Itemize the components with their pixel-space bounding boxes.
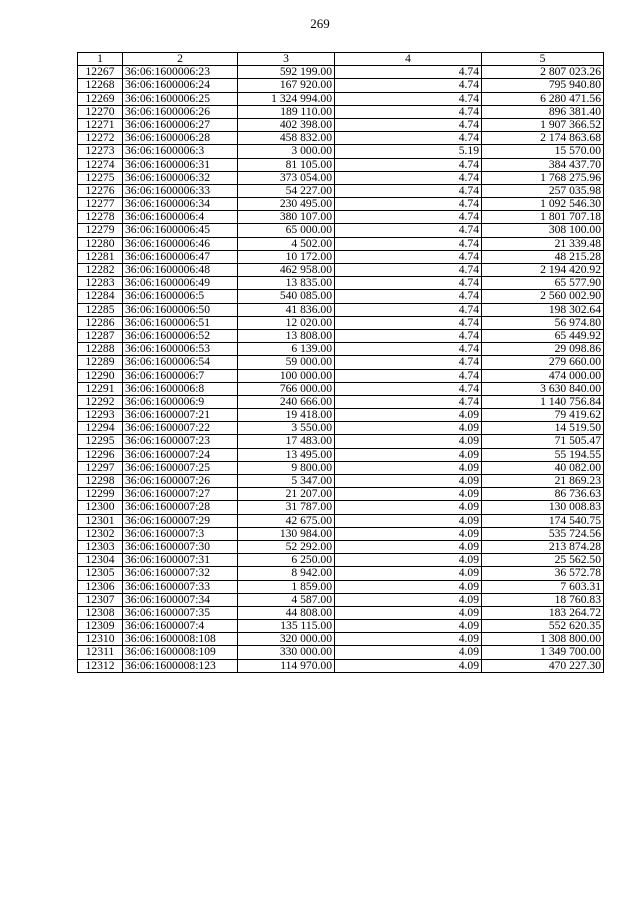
row-number-cell: 12302: [78, 527, 123, 540]
area-cell: 1 859.00: [238, 580, 335, 593]
row-number-cell: 12307: [78, 593, 123, 606]
rate-cell: 4.09: [335, 422, 482, 435]
row-number-cell: 12275: [78, 171, 123, 184]
cadastral-number-cell: 36:06:1600007:34: [123, 593, 238, 606]
table-row: [78, 448, 604, 461]
row-number-cell: 12287: [78, 329, 123, 342]
rate-cell: 4.74: [335, 369, 482, 382]
value-cell: 71 505.47: [482, 435, 604, 448]
cadastral-number-cell: 36:06:1600007:32: [123, 567, 238, 580]
area-cell: 402 398.00: [238, 118, 335, 131]
area-cell: 17 483.00: [238, 435, 335, 448]
value-cell: 14 519.50: [482, 422, 604, 435]
area-cell: 330 000.00: [238, 646, 335, 659]
table-row: [78, 316, 604, 329]
area-cell: 167 920.00: [238, 79, 335, 92]
value-cell: 474 000.00: [482, 369, 604, 382]
table-row: [78, 514, 604, 527]
cadastral-number-cell: 36:06:1600007:28: [123, 501, 238, 514]
area-cell: 9 800.00: [238, 461, 335, 474]
value-cell: 535 724.56: [482, 527, 604, 540]
area-cell: 10 172.00: [238, 250, 335, 263]
cadastral-number-cell: 36:06:1600007:27: [123, 488, 238, 501]
area-cell: 320 000.00: [238, 633, 335, 646]
area-cell: 59 000.00: [238, 356, 335, 369]
area-cell: 462 958.00: [238, 264, 335, 277]
cadastral-number-cell: 36:06:1600006:7: [123, 369, 238, 382]
table-row: [78, 554, 604, 567]
value-cell: 279 660.00: [482, 356, 604, 369]
value-cell: 130 008.83: [482, 501, 604, 514]
cadastral-number-cell: 36:06:1600007:29: [123, 514, 238, 527]
rate-cell: 4.09: [335, 514, 482, 527]
area-cell: 592 199.00: [238, 66, 335, 79]
area-cell: 44 808.00: [238, 606, 335, 619]
cadastral-number-cell: 36:06:1600006:32: [123, 171, 238, 184]
rate-cell: 4.09: [335, 659, 482, 672]
table-row: [78, 461, 604, 474]
rate-cell: 4.09: [335, 409, 482, 422]
row-number-cell: 12284: [78, 290, 123, 303]
rate-cell: 4.74: [335, 264, 482, 277]
rate-cell: 4.74: [335, 66, 482, 79]
row-number-cell: 12308: [78, 606, 123, 619]
cadastral-number-cell: 36:06:1600008:109: [123, 646, 238, 659]
value-cell: 79 419.62: [482, 409, 604, 422]
rate-cell: 4.74: [335, 303, 482, 316]
rate-cell: 4.74: [335, 250, 482, 263]
area-cell: 54 227.00: [238, 184, 335, 197]
table-row: [78, 132, 604, 145]
area-cell: 4 502.00: [238, 237, 335, 250]
area-cell: 19 418.00: [238, 409, 335, 422]
rate-cell: 4.74: [335, 92, 482, 105]
area-cell: 458 832.00: [238, 132, 335, 145]
cadastral-number-cell: 36:06:1600007:22: [123, 422, 238, 435]
value-cell: 1 907 366.52: [482, 118, 604, 131]
cadastral-number-cell: 36:06:1600006:46: [123, 237, 238, 250]
value-cell: 174 540.75: [482, 514, 604, 527]
cadastral-number-cell: 36:06:1600007:4: [123, 620, 238, 633]
area-cell: 135 115.00: [238, 620, 335, 633]
table-row: [78, 646, 604, 659]
row-number-cell: 12278: [78, 211, 123, 224]
cadastral-number-cell: 36:06:1600007:23: [123, 435, 238, 448]
header-cell-4: 4: [335, 53, 482, 66]
cadastral-number-cell: 36:06:1600007:31: [123, 554, 238, 567]
value-cell: 1 768 275.96: [482, 171, 604, 184]
area-cell: 100 000.00: [238, 369, 335, 382]
value-cell: 257 035.98: [482, 184, 604, 197]
value-cell: 21 339.48: [482, 237, 604, 250]
row-number-cell: 12294: [78, 422, 123, 435]
rate-cell: 4.74: [335, 184, 482, 197]
cadastral-number-cell: 36:06:1600006:28: [123, 132, 238, 145]
value-cell: 1 140 756.84: [482, 395, 604, 408]
rate-cell: 4.09: [335, 620, 482, 633]
table-row: [78, 66, 604, 79]
value-cell: 48 215.28: [482, 250, 604, 263]
table-row: [78, 501, 604, 514]
value-cell: 55 194.55: [482, 448, 604, 461]
rate-cell: 4.09: [335, 527, 482, 540]
cadastral-number-cell: 36:06:1600006:3: [123, 145, 238, 158]
value-cell: 1 308 800.00: [482, 633, 604, 646]
rate-cell: 4.74: [335, 356, 482, 369]
rate-cell: 4.09: [335, 435, 482, 448]
value-cell: 2 560 002.90: [482, 290, 604, 303]
cadastral-number-cell: 36:06:1600007:30: [123, 540, 238, 553]
value-cell: 40 082.00: [482, 461, 604, 474]
cadastral-number-cell: 36:06:1600007:33: [123, 580, 238, 593]
rate-cell: 4.09: [335, 461, 482, 474]
table-row: [78, 580, 604, 593]
rate-cell: 4.09: [335, 633, 482, 646]
value-cell: 213 874.28: [482, 540, 604, 553]
value-cell: 384 437.70: [482, 158, 604, 171]
row-number-cell: 12297: [78, 461, 123, 474]
data-table: [77, 52, 604, 673]
value-cell: 21 869.23: [482, 475, 604, 488]
cadastral-number-cell: 36:06:1600007:25: [123, 461, 238, 474]
row-number-cell: 12303: [78, 540, 123, 553]
cadastral-number-cell: 36:06:1600006:4: [123, 211, 238, 224]
row-number-cell: 12270: [78, 105, 123, 118]
value-cell: 896 381.40: [482, 105, 604, 118]
rate-cell: 4.74: [335, 395, 482, 408]
table-row: [78, 422, 604, 435]
rate-cell: 4.09: [335, 475, 482, 488]
rate-cell: 4.74: [335, 316, 482, 329]
cadastral-number-cell: 36:06:1600007:24: [123, 448, 238, 461]
area-cell: 380 107.00: [238, 211, 335, 224]
table-row: [78, 395, 604, 408]
value-cell: 183 264.72: [482, 606, 604, 619]
value-cell: 3 630 840.00: [482, 382, 604, 395]
row-number-cell: 12289: [78, 356, 123, 369]
value-cell: 2 194 420.92: [482, 264, 604, 277]
table-row: [78, 250, 604, 263]
rate-cell: 5.19: [335, 145, 482, 158]
row-number-cell: 12276: [78, 184, 123, 197]
area-cell: 189 110.00: [238, 105, 335, 118]
value-cell: 1 801 707.18: [482, 211, 604, 224]
area-cell: 130 984.00: [238, 527, 335, 540]
rate-cell: 4.74: [335, 79, 482, 92]
table-row: [78, 540, 604, 553]
rate-cell: 4.09: [335, 540, 482, 553]
row-number-cell: 12301: [78, 514, 123, 527]
row-number-cell: 12309: [78, 620, 123, 633]
area-cell: 240 666.00: [238, 395, 335, 408]
value-cell: 36 572.78: [482, 567, 604, 580]
row-number-cell: 12299: [78, 488, 123, 501]
rate-cell: 4.09: [335, 580, 482, 593]
area-cell: 8 942.00: [238, 567, 335, 580]
value-cell: 6 280 471.56: [482, 92, 604, 105]
table-row: [78, 329, 604, 342]
cadastral-number-cell: 36:06:1600008:123: [123, 659, 238, 672]
row-number-cell: 12280: [78, 237, 123, 250]
row-number-cell: 12296: [78, 448, 123, 461]
cadastral-number-cell: 36:06:1600006:8: [123, 382, 238, 395]
row-number-cell: 12293: [78, 409, 123, 422]
row-number-cell: 12271: [78, 118, 123, 131]
row-number-cell: 12311: [78, 646, 123, 659]
rate-cell: 4.74: [335, 105, 482, 118]
rate-cell: 4.74: [335, 343, 482, 356]
cadastral-number-cell: 36:06:1600006:45: [123, 224, 238, 237]
area-cell: 6 250.00: [238, 554, 335, 567]
header-cell-1: 1: [78, 53, 123, 66]
cadastral-number-cell: 36:06:1600006:51: [123, 316, 238, 329]
row-number-cell: 12281: [78, 250, 123, 263]
header-cell-2: 2: [123, 53, 238, 66]
value-cell: 795 940.80: [482, 79, 604, 92]
table-row: [78, 184, 604, 197]
value-cell: 65 577.90: [482, 277, 604, 290]
table-row: [78, 567, 604, 580]
cadastral-number-cell: 36:06:1600007:21: [123, 409, 238, 422]
row-number-cell: 12286: [78, 316, 123, 329]
area-cell: 3 550.00: [238, 422, 335, 435]
value-cell: 86 736.63: [482, 488, 604, 501]
table-row: [78, 593, 604, 606]
rate-cell: 4.09: [335, 448, 482, 461]
row-number-cell: 12277: [78, 198, 123, 211]
table-row: [78, 290, 604, 303]
header-cell-3: 3: [238, 53, 335, 66]
cadastral-number-cell: 36:06:1600006:48: [123, 264, 238, 277]
cadastral-number-cell: 36:06:1600006:50: [123, 303, 238, 316]
table-row: [78, 264, 604, 277]
cadastral-number-cell: 36:06:1600006:31: [123, 158, 238, 171]
row-number-cell: 12295: [78, 435, 123, 448]
cadastral-number-cell: 36:06:1600007:35: [123, 606, 238, 619]
table-row: [78, 145, 604, 158]
rate-cell: 4.09: [335, 646, 482, 659]
area-cell: 540 085.00: [238, 290, 335, 303]
area-cell: 13 835.00: [238, 277, 335, 290]
table-row: [78, 606, 604, 619]
rate-cell: 4.74: [335, 382, 482, 395]
rate-cell: 4.74: [335, 224, 482, 237]
table-row: [78, 475, 604, 488]
value-cell: 65 449.92: [482, 329, 604, 342]
area-cell: 3 000.00: [238, 145, 335, 158]
cadastral-number-cell: 36:06:1600006:34: [123, 198, 238, 211]
row-number-cell: 12283: [78, 277, 123, 290]
row-number-cell: 12274: [78, 158, 123, 171]
rate-cell: 4.74: [335, 198, 482, 211]
table-row: [78, 488, 604, 501]
area-cell: 13 495.00: [238, 448, 335, 461]
row-number-cell: 12312: [78, 659, 123, 672]
row-number-cell: 12288: [78, 343, 123, 356]
area-cell: 373 054.00: [238, 171, 335, 184]
table-row: [78, 198, 604, 211]
table-row: [78, 171, 604, 184]
table-row: [78, 105, 604, 118]
rate-cell: 4.74: [335, 290, 482, 303]
value-cell: 2 807 023.26: [482, 66, 604, 79]
value-cell: 56 974.80: [482, 316, 604, 329]
row-number-cell: 12290: [78, 369, 123, 382]
header-row: [78, 53, 604, 66]
cadastral-number-cell: 36:06:1600006:26: [123, 105, 238, 118]
area-cell: 52 292.00: [238, 540, 335, 553]
row-number-cell: 12300: [78, 501, 123, 514]
value-cell: 470 227.30: [482, 659, 604, 672]
rate-cell: 4.74: [335, 118, 482, 131]
value-cell: 1 349 700.00: [482, 646, 604, 659]
area-cell: 4 587.00: [238, 593, 335, 606]
cadastral-number-cell: 36:06:1600006:9: [123, 395, 238, 408]
row-number-cell: 12279: [78, 224, 123, 237]
row-number-cell: 12273: [78, 145, 123, 158]
rate-cell: 4.74: [335, 132, 482, 145]
cadastral-number-cell: 36:06:1600008:108: [123, 633, 238, 646]
rate-cell: 4.09: [335, 501, 482, 514]
area-cell: 6 139.00: [238, 343, 335, 356]
value-cell: 15 570.00: [482, 145, 604, 158]
table-row: [78, 92, 604, 105]
row-number-cell: 12306: [78, 580, 123, 593]
rate-cell: 4.74: [335, 211, 482, 224]
cadastral-number-cell: 36:06:1600007:3: [123, 527, 238, 540]
value-cell: 552 620.35: [482, 620, 604, 633]
row-number-cell: 12285: [78, 303, 123, 316]
table-row: [78, 277, 604, 290]
cadastral-number-cell: 36:06:1600006:49: [123, 277, 238, 290]
rate-cell: 4.74: [335, 329, 482, 342]
rate-cell: 4.74: [335, 277, 482, 290]
area-cell: 21 207.00: [238, 488, 335, 501]
row-number-cell: 12298: [78, 475, 123, 488]
table-row: [78, 435, 604, 448]
rate-cell: 4.74: [335, 171, 482, 184]
table-row: [78, 633, 604, 646]
table-row: [78, 224, 604, 237]
area-cell: 1 324 994.00: [238, 92, 335, 105]
cadastral-number-cell: 36:06:1600006:33: [123, 184, 238, 197]
row-number-cell: 12310: [78, 633, 123, 646]
rate-cell: 4.09: [335, 593, 482, 606]
value-cell: 18 760.83: [482, 593, 604, 606]
cadastral-number-cell: 36:06:1600006:54: [123, 356, 238, 369]
row-number-cell: 12292: [78, 395, 123, 408]
table-row: [78, 158, 604, 171]
table-body: [78, 66, 604, 673]
cadastral-number-cell: 36:06:1600006:47: [123, 250, 238, 263]
rate-cell: 4.74: [335, 237, 482, 250]
value-cell: 25 562.50: [482, 554, 604, 567]
rate-cell: 4.74: [335, 158, 482, 171]
area-cell: 13 808.00: [238, 329, 335, 342]
table-row: [78, 118, 604, 131]
row-number-cell: 12269: [78, 92, 123, 105]
area-cell: 5 347.00: [238, 475, 335, 488]
value-cell: 308 100.00: [482, 224, 604, 237]
table-row: [78, 237, 604, 250]
row-number-cell: 12282: [78, 264, 123, 277]
table-row: [78, 369, 604, 382]
table-row: [78, 409, 604, 422]
value-cell: 7 603.31: [482, 580, 604, 593]
area-cell: 766 000.00: [238, 382, 335, 395]
cadastral-number-cell: 36:06:1600006:24: [123, 79, 238, 92]
rate-cell: 4.09: [335, 554, 482, 567]
cadastral-number-cell: 36:06:1600006:27: [123, 118, 238, 131]
table-row: [78, 382, 604, 395]
table-row: [78, 211, 604, 224]
cadastral-number-cell: 36:06:1600006:52: [123, 329, 238, 342]
row-number-cell: 12268: [78, 79, 123, 92]
table-row: [78, 79, 604, 92]
value-cell: 1 092 546.30: [482, 198, 604, 211]
value-cell: 29 098.86: [482, 343, 604, 356]
rate-cell: 4.09: [335, 488, 482, 501]
area-cell: 41 836.00: [238, 303, 335, 316]
table-row: [78, 303, 604, 316]
row-number-cell: 12272: [78, 132, 123, 145]
row-number-cell: 12304: [78, 554, 123, 567]
table-row: [78, 356, 604, 369]
area-cell: 81 105.00: [238, 158, 335, 171]
area-cell: 31 787.00: [238, 501, 335, 514]
area-cell: 12 020.00: [238, 316, 335, 329]
cadastral-number-cell: 36:06:1600006:23: [123, 66, 238, 79]
cadastral-number-cell: 36:06:1600006:53: [123, 343, 238, 356]
table-row: [78, 343, 604, 356]
table-row: [78, 620, 604, 633]
value-cell: 2 174 863.68: [482, 132, 604, 145]
page-number: 269: [310, 16, 330, 31]
table-row: [78, 527, 604, 540]
header-cell-5: 5: [482, 53, 604, 66]
row-number-cell: 12305: [78, 567, 123, 580]
area-cell: 65 000.00: [238, 224, 335, 237]
rate-cell: 4.09: [335, 567, 482, 580]
area-cell: 114 970.00: [238, 659, 335, 672]
rate-cell: 4.09: [335, 606, 482, 619]
value-cell: 198 302.64: [482, 303, 604, 316]
table-row: [78, 659, 604, 672]
cadastral-number-cell: 36:06:1600007:26: [123, 475, 238, 488]
area-cell: 42 675.00: [238, 514, 335, 527]
row-number-cell: 12267: [78, 66, 123, 79]
area-cell: 230 495.00: [238, 198, 335, 211]
cadastral-number-cell: 36:06:1600006:5: [123, 290, 238, 303]
row-number-cell: 12291: [78, 382, 123, 395]
cadastral-number-cell: 36:06:1600006:25: [123, 92, 238, 105]
